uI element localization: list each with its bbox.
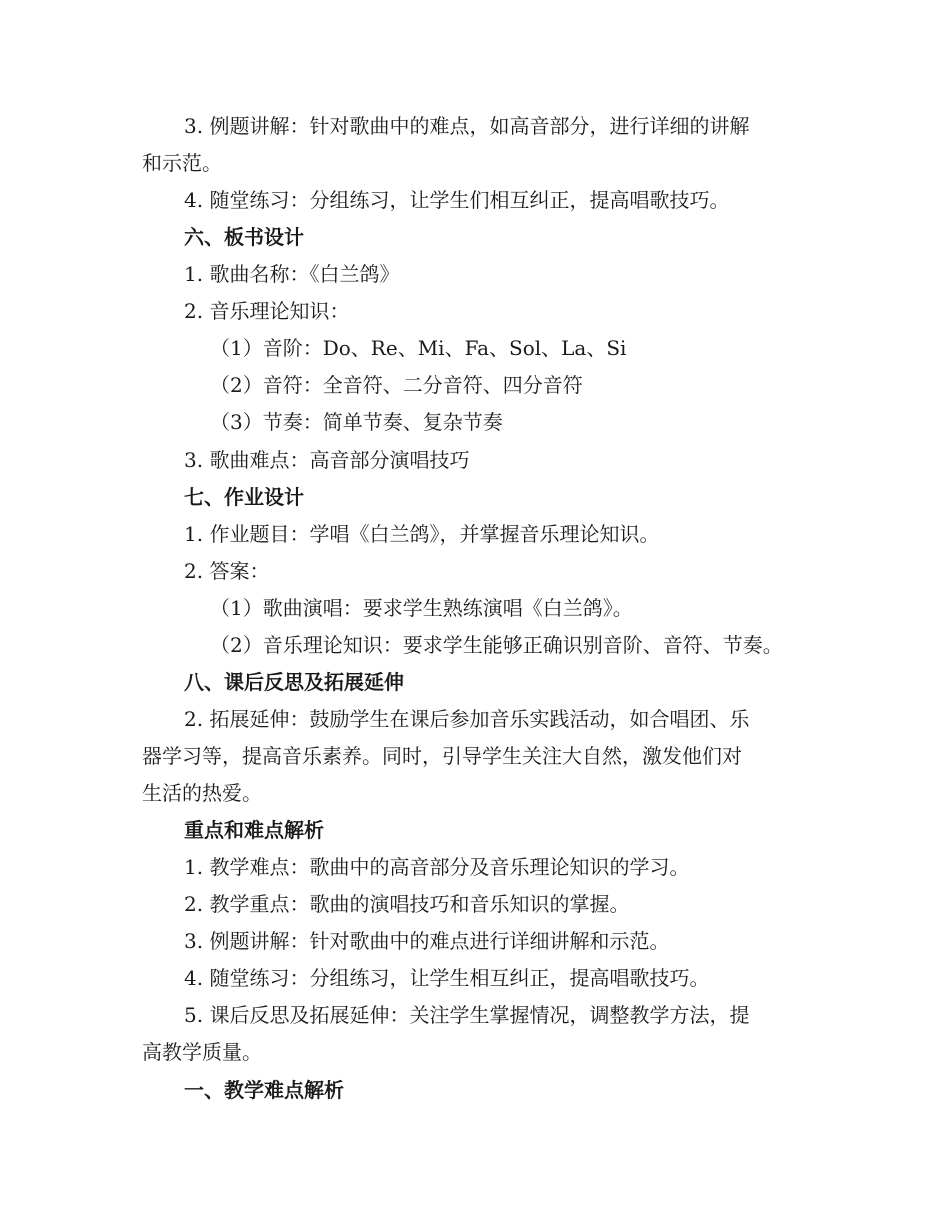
- paragraph-line: 生活的热爱。: [142, 781, 262, 805]
- section-heading: 一、教学难点解析: [184, 1078, 344, 1102]
- sub-list-item: （2）音符：全音符、二分音符、四分音符: [210, 373, 583, 397]
- paragraph-line: 5. 课后反思及拓展延伸：关注学生掌握情况，调整教学方法，提: [184, 1003, 750, 1027]
- section-heading: 六、板书设计: [184, 225, 304, 249]
- paragraph-line: 4. 随堂练习：分组练习，让学生们相互纠正，提高唱歌技巧。: [184, 188, 730, 212]
- section-heading: 七、作业设计: [184, 485, 304, 509]
- list-item: 2. 教学重点：歌曲的演唱技巧和音乐知识的掌握。: [184, 892, 630, 916]
- list-item: 1. 作业题目：学唱《白兰鸽》，并掌握音乐理论知识。: [184, 522, 660, 546]
- section-heading: 八、课后反思及拓展延伸: [184, 670, 404, 694]
- paragraph-line: 器学习等，提高音乐素养。同时，引导学生关注大自然，激发他们对: [142, 744, 742, 768]
- sub-list-item: （1）音阶：Do、Re、Mi、Fa、Sol、La、Si: [210, 336, 627, 360]
- sub-list-item: （3）节奏：简单节奏、复杂节奏: [210, 410, 503, 434]
- list-item: 3. 例题讲解：针对歌曲中的难点进行详细讲解和示范。: [184, 929, 670, 953]
- list-item: 1. 歌曲名称：《白兰鸽》: [184, 262, 400, 286]
- paragraph-line: 和示范。: [142, 151, 222, 175]
- list-item: 2. 答案：: [184, 559, 270, 583]
- list-item: 2. 音乐理论知识：: [184, 299, 350, 323]
- list-item: 1. 教学难点：歌曲中的高音部分及音乐理论知识的学习。: [184, 855, 690, 879]
- paragraph-line: 高教学质量。: [142, 1040, 262, 1064]
- paragraph-line: 3. 例题讲解：针对歌曲中的难点，如高音部分，进行详细的讲解: [184, 114, 750, 138]
- sub-list-item: （1）歌曲演唱：要求学生熟练演唱《白兰鸽》。: [210, 596, 633, 620]
- paragraph-line: 2. 拓展延伸：鼓励学生在课后参加音乐实践活动，如合唱团、乐: [184, 707, 750, 731]
- list-item: 4. 随堂练习：分组练习，让学生相互纠正，提高唱歌技巧。: [184, 966, 710, 990]
- section-heading: 重点和难点解析: [184, 818, 324, 842]
- sub-list-item: （2）音乐理论知识：要求学生能够正确识别音阶、音符、节奏。: [210, 633, 783, 657]
- list-item: 3. 歌曲难点：高音部分演唱技巧: [184, 448, 470, 472]
